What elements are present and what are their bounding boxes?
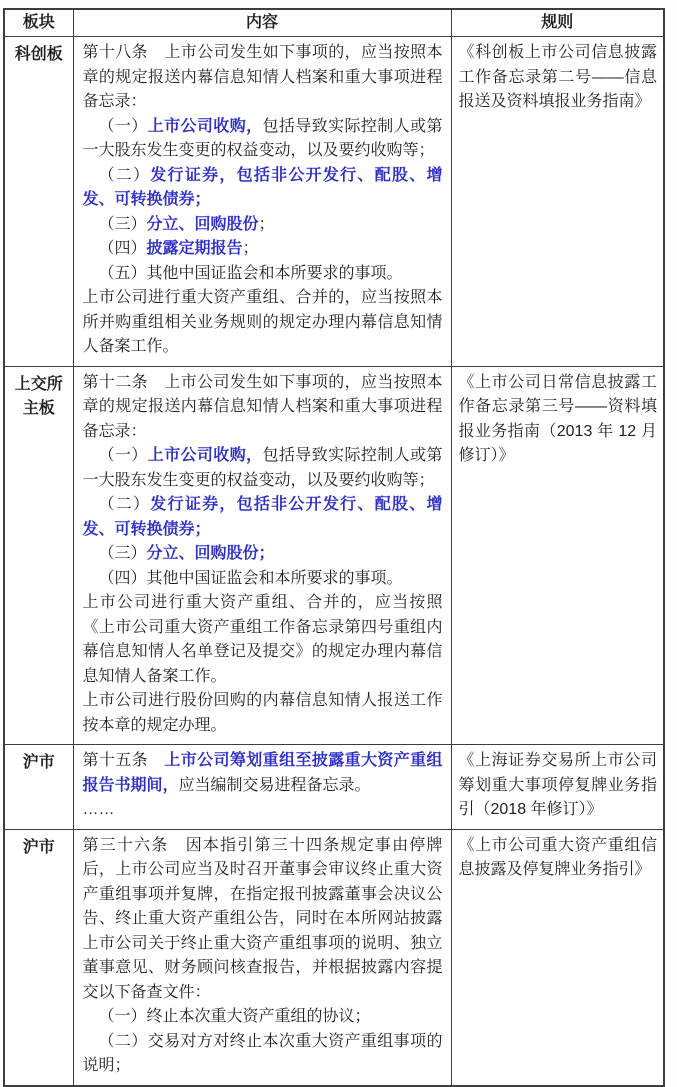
highlighted-text: 上市公司筹划重组至披露重大资产重组报告书期间， xyxy=(82,752,443,794)
content-paragraph xyxy=(83,115,443,164)
body-text: （三） xyxy=(98,215,147,233)
body-text: 上市公司进行股份回购的内幕信息知情人报送工作按本章的规定办理。 xyxy=(82,692,443,734)
header-content: 内容 xyxy=(73,9,451,37)
table-row xyxy=(4,745,664,830)
body-text: 上市公司进行重大资产重组、合并的，应当按照本所并购重组相关业务规则的规定办理内幕信息知情人备案工作。 xyxy=(82,289,443,355)
body-text: …… xyxy=(82,801,115,818)
rule-cell: 《上海证券交易所上市公司筹划重大事项停复牌业务指引（2018 年修订）》 xyxy=(451,745,664,830)
table-row xyxy=(4,366,664,745)
body-text: （一） xyxy=(98,117,148,135)
section-cell: 沪市 xyxy=(4,745,73,830)
content-paragraph xyxy=(83,164,443,213)
content-paragraph xyxy=(83,237,443,262)
header-row xyxy=(4,9,664,37)
body-text: （一）终止本次重大资产重组的协议； xyxy=(98,1008,371,1025)
body-text: 包括导致实际控制人或第一大股东发生变更的权益变动，以及要约收购等； xyxy=(82,117,443,159)
body-text: （二） xyxy=(98,166,151,184)
body-text: （四）其他中国证监会和本所要求的事项。 xyxy=(98,569,403,587)
header-rule: 规则 xyxy=(451,9,664,37)
body-text: 上市公司进行重大资产重组、合并的，应当按照《上市公司重大资产重组工作备忘录第四号重组内幕信息知情人名单登记及提交》的规定办理内幕信息知情人备案工作。 xyxy=(82,594,443,685)
content-paragraph xyxy=(83,262,443,287)
highlighted-text: 发行证券，包括非公开发行、配股、增发、可转换债券； xyxy=(82,496,443,538)
table-row xyxy=(4,829,664,1086)
table-row xyxy=(4,37,664,367)
body-text: 第十二条 上市公司发生如下事项的，应当按照本章的规定报送内幕信息知情人档案和重大事项进程备忘录： xyxy=(82,373,443,440)
content-paragraph xyxy=(83,542,443,567)
section-cell: 科创板 xyxy=(4,37,73,367)
content-paragraph xyxy=(83,1030,443,1079)
regulation-table xyxy=(3,8,665,1087)
body-text: （五）其他中国证监会和本所要求的事项。 xyxy=(98,264,403,282)
content-cell xyxy=(73,366,451,745)
body-text: （二） xyxy=(98,496,151,513)
content-paragraph xyxy=(83,213,443,238)
content-cell xyxy=(73,745,451,830)
highlighted-text: 上市公司收购， xyxy=(147,447,263,464)
content-paragraph xyxy=(83,798,443,823)
highlighted-text: 披露定期报告 xyxy=(146,240,243,257)
content-paragraph xyxy=(83,749,443,798)
content-paragraph xyxy=(83,493,443,542)
content-paragraph xyxy=(83,591,443,689)
table-header xyxy=(4,9,664,37)
rule-cell: 《上市公司日常信息披露工作备忘录第三号——资料填报业务指南（2013 年 12 月修订）》 xyxy=(451,366,664,745)
body-text: （二）交易对方对终止本次重大资产重组事项的说明； xyxy=(82,1032,443,1074)
body-text: 包括导致实际控制人或第一大股东发生变更的权益变动，以及要约收购等； xyxy=(82,447,443,489)
highlighted-text: 发行证券，包括非公开发行、配股、增发、可转换债券； xyxy=(82,166,443,208)
highlighted-text: 上市公司收购， xyxy=(147,117,263,135)
highlighted-text: 分立、回购股份； xyxy=(146,545,275,562)
body-text: 应当编制交易进程备忘录。 xyxy=(178,776,371,794)
highlighted-text: 分立、回购股份 xyxy=(146,215,259,233)
body-text: ； xyxy=(258,215,275,233)
body-text: 第十五条 xyxy=(82,752,165,769)
table-body xyxy=(4,37,664,1086)
content-paragraph xyxy=(83,689,443,738)
content-paragraph xyxy=(83,834,443,1006)
section-cell: 上交所主板 xyxy=(4,366,73,745)
body-text: 第三十六条 因本指引第三十四条规定事由停牌后，上市公司应当及时召开董事会审议终止重大资产重组事项并复牌，在指定报刊披露董事会决议公告、终止重大资产重组公告，同时在本所网站披露上市公司关于终止重大资产重组事项的说明、独立董事意见、财务顾问核查报告，并根据披露内容提交以下备查文件： xyxy=(82,836,443,1001)
body-text: ； xyxy=(242,240,259,257)
content-cell xyxy=(73,829,451,1086)
content-paragraph xyxy=(83,371,443,445)
body-text: 第十八条 上市公司发生如下事项的，应当按照本章的规定报送内幕信息知情人档案和重大事项进程备忘录： xyxy=(82,44,443,110)
header-section: 板块 xyxy=(4,9,73,37)
rule-cell: 《科创板上市公司信息披露工作备忘录第二号——信息报送及资料填报业务指南》 xyxy=(451,37,664,367)
body-text: （一） xyxy=(98,447,148,464)
content-paragraph xyxy=(83,41,443,115)
rule-cell: 《上市公司重大资产重组信息披露及停复牌业务指引》 xyxy=(451,829,664,1086)
section-cell: 沪市 xyxy=(4,829,73,1086)
body-text: （三） xyxy=(98,545,147,562)
content-paragraph xyxy=(83,1005,443,1030)
content-paragraph xyxy=(83,567,443,592)
body-text: （四） xyxy=(98,240,147,257)
content-cell xyxy=(73,37,451,367)
content-paragraph xyxy=(83,444,443,493)
content-paragraph xyxy=(83,286,443,360)
